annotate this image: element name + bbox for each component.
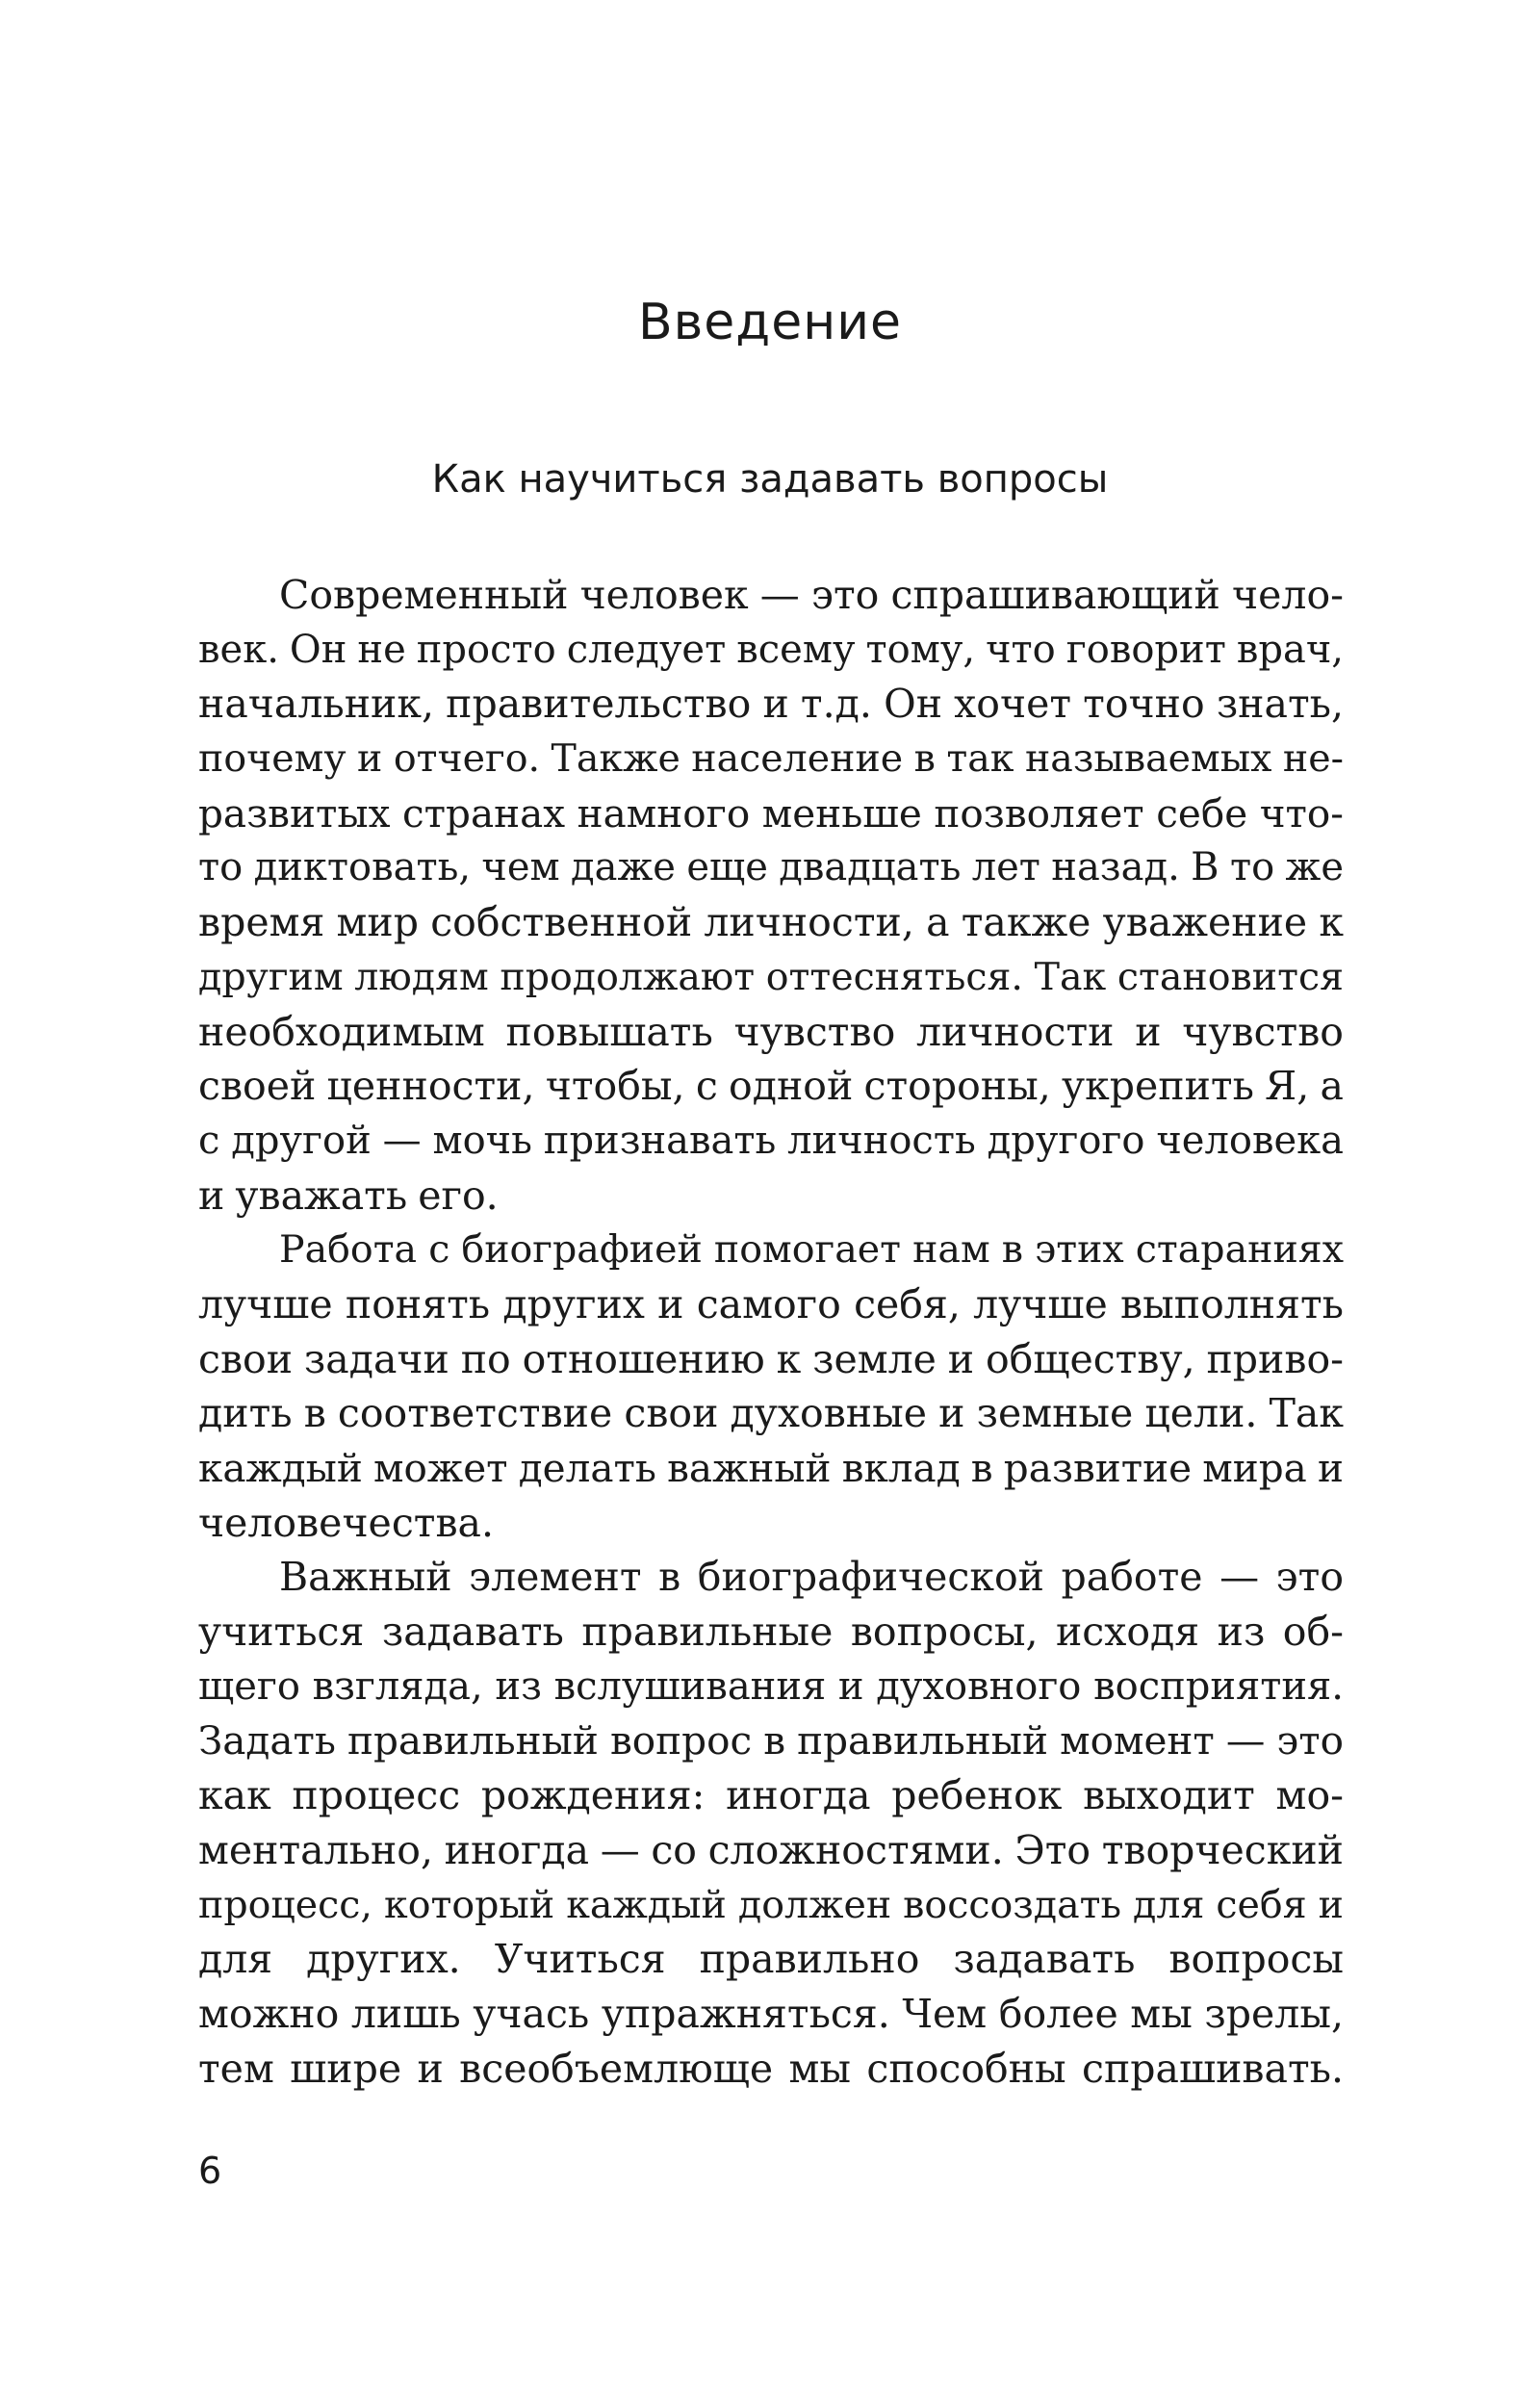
body-text — [198, 568, 1344, 2096]
chapter-title: Введение — [637, 294, 903, 351]
text-line: лучше понять других и самого себя, лучше выполнять — [198, 1280, 1344, 1327]
text-line: дить в соответствие свои духовные и земные цели. Так — [198, 1390, 1344, 1437]
text-line: Задать правильный вопрос в правильный момент — это — [198, 1717, 1344, 1765]
page-number: 6 — [198, 2150, 222, 2192]
text-line: Современный человек — это спрашивающий чело- — [279, 572, 1344, 618]
section-title: Как научиться задавать вопросы — [431, 457, 1109, 502]
text-line: каждый может делать важный вклад в развитие мира и — [198, 1445, 1344, 1491]
paragraph — [198, 1223, 1344, 1550]
text-line: для других. Учиться правильно задавать вопросы — [198, 1936, 1344, 1983]
text-line: Работа с биографией помогает нам в этих стараниях — [279, 1227, 1344, 1273]
text-line: век. Он не просто следует всему тому, что говорит врач, — [198, 627, 1344, 672]
text-line: можно лишь учась упражняться. Чем более мы зрелы, — [198, 1990, 1344, 2037]
text-line: необходимым повышать чувство личности и чувство — [198, 1008, 1344, 1055]
text-line: другим людям продолжают оттесняться. Так становится — [198, 954, 1344, 999]
text-line: развитых странах намного меньше позволяет себе что- — [198, 789, 1344, 837]
text-line: свои задачи по отношению к земле и обществу, приво- — [198, 1335, 1344, 1382]
text-line: процесс, который каждый должен воссоздать для себя и — [198, 1882, 1344, 1927]
paragraph — [198, 568, 1344, 1223]
text-line: человечества. — [198, 1499, 495, 1546]
text-line: как процесс рождения: иногда ребенок выходит мо- — [198, 1772, 1344, 1819]
text-line: с другой — мочь признавать личность другого человека — [198, 1118, 1344, 1163]
text-line: и уважать его. — [198, 1172, 499, 1219]
text-line: Важный элемент в биографической работе — это — [279, 1554, 1344, 1601]
text-line: время мир собственной личности, а также уважение к — [198, 899, 1344, 946]
text-line: щего взгляда, из вслушивания и духовного восприятия. — [198, 1663, 1344, 1709]
text-line: почему и отчего. Также население в так называемых не- — [198, 736, 1344, 782]
text-line: то диктовать, чем даже еще двадцать лет назад. В то же — [198, 845, 1344, 890]
text-line: тем шире и всеобъемлюще мы способны спрашивать. — [198, 2045, 1344, 2092]
text-line: своей ценности, чтобы, с одной стороны, укрепить Я, а — [198, 1063, 1344, 1110]
paragraph — [198, 1550, 1344, 2096]
text-line: учиться задавать правильные вопросы, исходя из об- — [198, 1609, 1344, 1656]
text-line: начальник, правительство и т.д. Он хочет точно знать, — [198, 681, 1344, 728]
text-line: ментально, иногда — со сложностями. Это творческий — [198, 1826, 1344, 1873]
